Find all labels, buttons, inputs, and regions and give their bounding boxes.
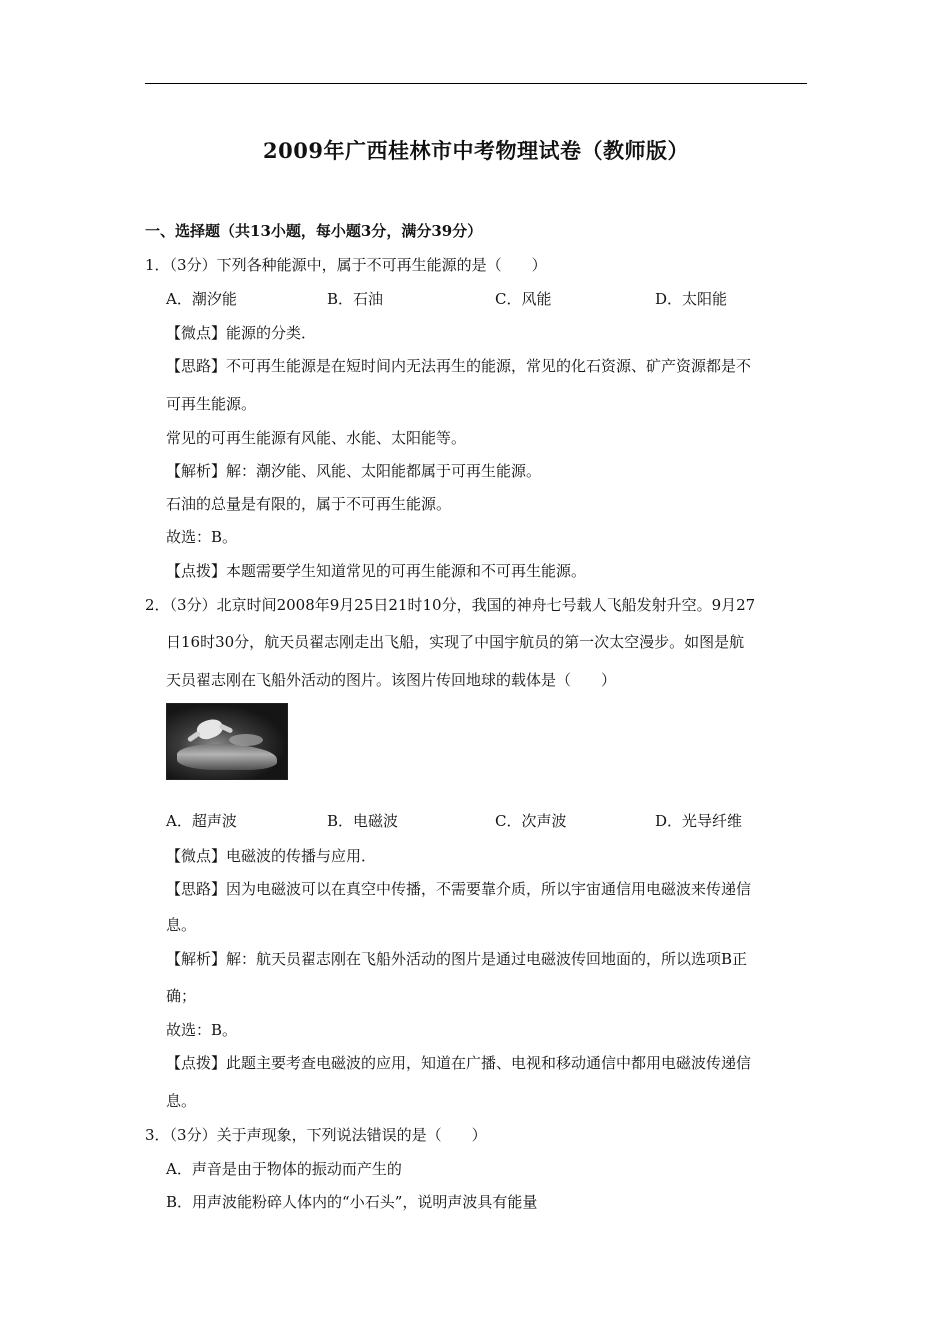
q1-stem: 1．（3分）下列各种能源中，属于不可再生能源的是（ ）	[145, 256, 547, 274]
q1-option-c: C．风能	[495, 290, 552, 308]
q1-jiexi-line2: 石油的总量是有限的，属于不可再生能源。	[166, 495, 452, 513]
section-header: 一、选择题（共13小题，每小题3分，满分39分）	[145, 222, 483, 240]
q2-stem-line2: 日16时30分，航天员翟志刚走出飞船，实现了中国宇航员的第一次太空漫步。如图是航	[166, 633, 745, 651]
astronaut-spacewalk-photo	[166, 703, 288, 780]
q1-weidian: 【微点】能源的分类．	[166, 324, 317, 342]
q2-answer: 故选：B。	[166, 1021, 238, 1039]
q2-silu-line2: 息。	[166, 916, 197, 934]
q1-option-b: B．石油	[327, 290, 384, 308]
q2-stem-line1: 2．（3分）北京时间2008年9月25日21时10分，我国的神舟七号载人飞船发射升空。9月27	[145, 596, 756, 614]
q2-dianbo-line2: 息。	[166, 1092, 197, 1110]
q2-option-b: B．电磁波	[327, 812, 399, 830]
q1-silu-line2: 可再生能源。	[166, 395, 257, 413]
q1-dianbo: 【点拨】本题需要学生知道常见的可再生能源和不可再生能源。	[166, 562, 587, 580]
q3-option-a: A．声音是由于物体的振动而产生的	[166, 1160, 402, 1178]
q1-silu-line3: 常见的可再生能源有风能、水能、太阳能等。	[166, 429, 467, 447]
header-rule	[145, 83, 807, 84]
q2-option-c: C．次声波	[495, 812, 567, 830]
q3-option-b: B．用声波能粉碎人体内的“小石头”，说明声波具有能量	[166, 1193, 538, 1211]
q1-option-a: A．潮汐能	[166, 290, 237, 308]
q2-dianbo-line1: 【点拨】此题主要考查电磁波的应用，知道在广播、电视和移动通信中都用电磁波传递信	[166, 1054, 752, 1072]
spacecraft-hull	[177, 744, 277, 770]
q1-silu-line1: 【思路】不可再生能源是在短时间内无法再生的能源，常见的化石资源、矿产资源都是不	[166, 357, 752, 375]
q2-jiexi-line2: 确；	[166, 987, 197, 1005]
q1-answer: 故选：B。	[166, 528, 238, 546]
q2-weidian: 【微点】电磁波的传播与应用．	[166, 847, 377, 865]
q2-option-d: D．光导纤维	[655, 812, 743, 830]
q3-stem: 3．（3分）关于声现象，下列说法错误的是（ ）	[145, 1126, 487, 1144]
q2-stem-line3: 天员翟志刚在飞船外活动的图片。该图片传回地球的载体是（ ）	[166, 671, 617, 689]
q2-silu-line1: 【思路】因为电磁波可以在真空中传播，不需要靠介质，所以宇宙通信用电磁波来传递信	[166, 880, 752, 898]
q2-option-a: A．超声波	[166, 812, 237, 830]
photo-highlight	[229, 734, 263, 746]
q2-jiexi-line1: 【解析】解：航天员翟志刚在飞船外活动的图片是通过电磁波传回地面的，所以选项B正	[166, 950, 748, 968]
page-title: 2009年广西桂林市中考物理试卷（教师版）	[263, 138, 689, 163]
q1-jiexi-line1: 【解析】解：潮汐能、风能、太阳能都属于可再生能源。	[166, 462, 542, 480]
q1-option-d: D．太阳能	[655, 290, 728, 308]
